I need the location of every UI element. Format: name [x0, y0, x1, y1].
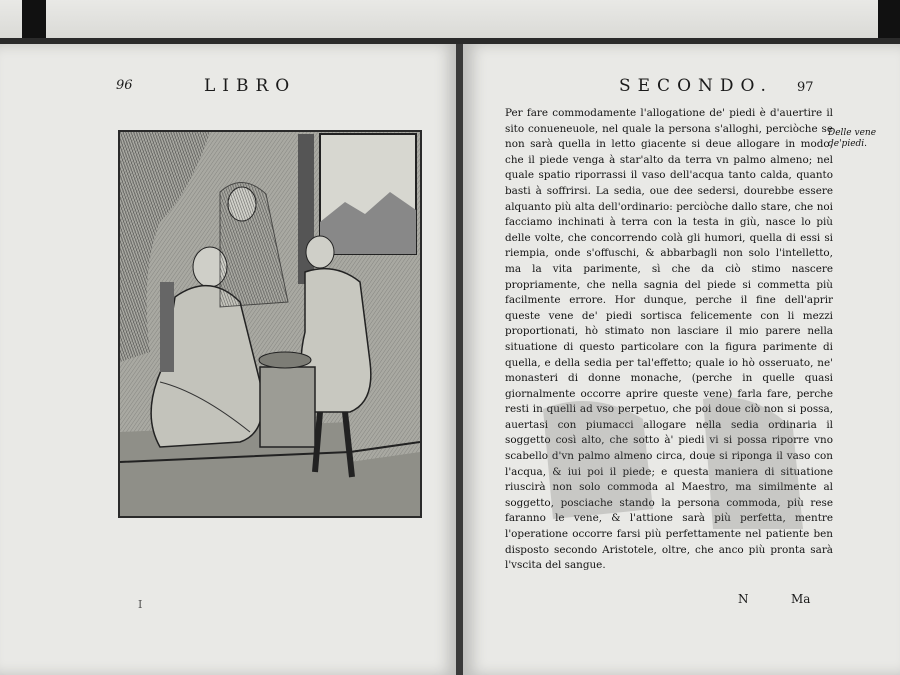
signature-mark: N [738, 592, 749, 606]
engraving-plate [118, 130, 422, 518]
running-head-right: SECONDO. [619, 76, 773, 96]
page-number-left: 96 [116, 78, 133, 93]
chair [160, 282, 174, 372]
marginal-note: Delle vene de'piedi. [828, 128, 877, 149]
catchword: Ma [791, 592, 811, 606]
engraving-illustration [120, 132, 420, 516]
water-basin [259, 352, 311, 368]
surgeon-head [306, 236, 334, 268]
bleed-through-image [503, 389, 833, 539]
left-page [0, 44, 458, 675]
body-paragraph: Per fare commodamente l'allogatione de' piedi è d'auertire il sito conueneuole, nel quale la persona s'alloghi, perciòche se non sarà quella in letto giacente si deue allogare in modo, che il piede venga à star'alto da terra vn palmo almeno; nel quale spatio riporrassi il vaso dell'acqua tanto calda, quanto basti à soffrirsi. La sedia, oue dee sedersi, dourebbe essere alquanto più alta dell'ordinario: perciòche dallo stare, che noi facciamo inchinati à terra con la testa in giù, nasce lo più delle volte, che concorrendo colà gli humori, quella di essi si riempia, onde s'offuschi, & abbarbagli non solo l'intelletto, ma la vita parimente, sì che da ciò stimo nascere propriamente, che nella sagnia del piede si commetta più facilmente errore. Hor dunque, perche il fine dell'aprir queste vene de' piedi sortisca felicemente con li mezzi proportionati, hò stimato non lasciare il mio parere nella situatione di questo particolare con la figura parimente di quella, e della sedia per tal'effetto; quale io hò osseruato, ne' monasteri di donne monache, (perche in quelle quasi giornalmente occorre aprire queste vene) farla fare, perche resti in quelli ad vso perpetuo, che poi doue ciò non si possa, auertasi con piumacci allogare nella sedia ordinaria il soggetto così alto, che sotto à' piedi vi si possa riporre vno scabello d'vn palmo almeno circa, doue si riponga il vaso con l'acqua, & iui poi il piede; e questa maniera di situatione riuscirà non solo commoda al Maestro, ma similmente al soggetto, posciache stando la persona commoda, più rese faranno le vene, & l'attione sarà più perfetta, mentre l'operatione occorre farsi più perfettamente nel patiente ben disposto secondo Aristotele, oltre, che anco più pronta sarà l'vscita del sangue. [505, 107, 833, 572]
right-page [463, 44, 900, 675]
page-number-right: 97 [797, 80, 814, 95]
running-head-left: LIBRO [204, 76, 297, 96]
foot-stool [260, 367, 315, 447]
bottom-mark-left: I [138, 598, 143, 611]
